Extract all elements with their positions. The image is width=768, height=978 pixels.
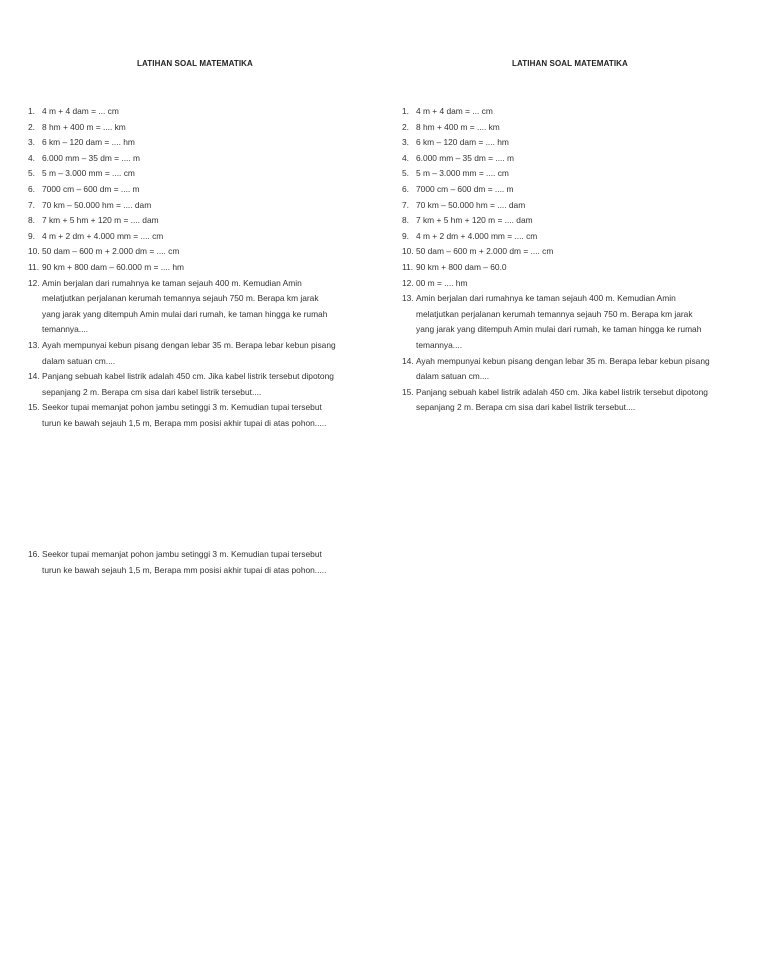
question-text: [416, 104, 742, 120]
question-item: [402, 135, 742, 151]
question-line: 5 m – 3.000 mm = .... cm: [416, 168, 509, 179]
question-line: turun ke bawah sejauh 1,5 m, Berapa mm posisi akhir tupai di atas pohon.....: [42, 564, 327, 575]
question-text: [416, 151, 742, 167]
question-number: 11.: [28, 261, 40, 272]
question-line: 70 km – 50.000 hm = .... dam: [416, 199, 526, 210]
question-number: 7.: [402, 199, 409, 210]
question-text: [42, 104, 368, 120]
question-line: Ayah mempunyai kebun pisang dengan lebar 35 m. Berapa lebar kebun pisang: [416, 355, 710, 366]
question-number: 9.: [402, 230, 409, 241]
question-line: 7000 cm – 600 dm = .... m: [416, 183, 514, 194]
question-text: [42, 229, 368, 245]
question-text: [416, 198, 742, 214]
left-title: LATIHAN SOAL MATEMATIKA: [137, 59, 253, 68]
question-item: [28, 120, 368, 136]
question-number: 1.: [28, 106, 35, 116]
question-number: 7.: [28, 199, 35, 210]
question-number: 12.: [402, 277, 414, 288]
question-item: [28, 135, 368, 151]
question-text: [42, 166, 368, 182]
question-text: [416, 260, 742, 276]
question-line: Seekor tupai memanjat pohon jambu setinggi 3 m. Kemudian tupai tersebut: [42, 402, 322, 413]
question-text: [416, 120, 742, 136]
question-line: Ayah mempunyai kebun pisang dengan lebar 35 m. Berapa lebar kebun pisang: [42, 339, 336, 350]
question-item: [28, 338, 368, 369]
question-item: [402, 213, 742, 229]
question-item: [402, 166, 742, 182]
question-number: 14.: [402, 355, 414, 366]
question-number: 4.: [402, 152, 409, 163]
question-item: [28, 276, 368, 338]
question-line: 90 km + 800 dam – 60.000 m = .... hm: [42, 261, 184, 272]
question-number: 12.: [28, 277, 40, 288]
question-number: 6.: [402, 183, 409, 194]
question-line: 90 km + 800 dam – 60.0: [416, 261, 507, 272]
question-item: [28, 400, 368, 431]
question-item: [28, 198, 368, 214]
question-text: [416, 385, 742, 416]
question-text: [42, 338, 368, 369]
question-number: 15.: [402, 386, 414, 397]
question-line: 6.000 mm – 35 dm = .... m: [416, 152, 514, 163]
question-item: [28, 213, 368, 229]
question-number: 1.: [402, 106, 409, 116]
question-text: [42, 369, 368, 400]
question-line: 7 km + 5 hm + 120 m = .... dam: [416, 215, 533, 226]
question-number: 14.: [28, 371, 40, 382]
question-number: 9.: [28, 230, 35, 241]
question-line: 6 km – 120 dam = .... hm: [42, 137, 135, 148]
question-line: dalam satuan cm....: [42, 355, 116, 366]
question-text: [416, 291, 742, 353]
question-text: [42, 244, 368, 260]
question-item: [402, 260, 742, 276]
question-item: [402, 151, 742, 167]
question-line: Panjang sebuah kabel listrik adalah 450 cm. Jika kabel listrik tersebut dipotong: [416, 386, 708, 397]
question-text: [42, 260, 368, 276]
question-line: 7 km + 5 hm + 120 m = .... dam: [42, 215, 159, 226]
question-text: [416, 182, 742, 198]
right-title: LATIHAN SOAL MATEMATIKA: [512, 59, 628, 68]
question-item: [402, 385, 742, 416]
question-number: 10.: [402, 246, 414, 257]
question-item: [28, 166, 368, 182]
question-line: 4 m + 4 dam = ... cm: [416, 106, 493, 116]
question-number: 6.: [28, 183, 35, 194]
question-text: [42, 120, 368, 136]
question-line: 6 km – 120 dam = .... hm: [416, 137, 509, 148]
question-line: melatjutkan perjalanan kerumah temannya sejauh 750 m. Berapa km jarak: [416, 308, 693, 319]
question-item: [28, 260, 368, 276]
question-number: 8.: [28, 215, 35, 226]
question-number: 13.: [402, 293, 414, 304]
question-item: [402, 276, 742, 292]
question-number: 3.: [402, 137, 409, 148]
question-line: 8 hm + 400 m = .... km: [42, 121, 126, 132]
question-item: [402, 198, 742, 214]
question-item: [402, 104, 742, 120]
question-item: [402, 182, 742, 198]
question-line: dalam satuan cm....: [416, 371, 490, 382]
question-text: [42, 198, 368, 214]
question-item: [28, 182, 368, 198]
question-text: [42, 547, 368, 578]
question-line: 4 m + 4 dam = ... cm: [42, 106, 119, 116]
question-line: 4 m + 2 dm + 4.000 mm = .... cm: [416, 230, 538, 241]
question-number: 3.: [28, 137, 35, 148]
question-line: 70 km – 50.000 hm = .... dam: [42, 199, 152, 210]
question-line: Seekor tupai memanjat pohon jambu setinggi 3 m. Kemudian tupai tersebut: [42, 549, 322, 559]
question-line: temannya....: [416, 339, 463, 350]
question-text: [416, 244, 742, 260]
question-line: 50 dam – 600 m + 2.000 dm = .... cm: [416, 246, 554, 257]
question-line: turun ke bawah sejauh 1,5 m, Berapa mm posisi akhir tupai di atas pohon.....: [42, 417, 327, 428]
question-text: [42, 135, 368, 151]
question-line: yang jarak yang ditempuh Amin mulai dari rumah, ke taman hingga ke rumah: [416, 324, 702, 335]
question-number: 13.: [28, 339, 40, 350]
question-text: [42, 151, 368, 167]
question-item: [28, 229, 368, 245]
question-text: [416, 229, 742, 245]
question-text: [42, 182, 368, 198]
question-text: [416, 213, 742, 229]
question-number: 16.: [28, 549, 40, 559]
question-line: 6.000 mm – 35 dm = .... m: [42, 152, 140, 163]
question-line: Panjang sebuah kabel listrik adalah 450 cm. Jika kabel listrik tersebut dipotong: [42, 371, 334, 382]
question-text: [416, 135, 742, 151]
question-number: 8.: [402, 215, 409, 226]
question-text: [42, 213, 368, 229]
question-number: 2.: [28, 121, 35, 132]
question-number: 4.: [28, 152, 35, 163]
question-number: 11.: [402, 261, 414, 272]
question-line: 8 hm + 400 m = .... km: [416, 121, 500, 132]
right-question-list: [402, 104, 742, 416]
question-item: [402, 354, 742, 385]
question-line: melatjutkan perjalanan kerumah temannya sejauh 750 m. Berapa km jarak: [42, 293, 319, 304]
question-number: 10.: [28, 246, 40, 257]
left-question-list: [28, 104, 368, 431]
question-line: sepanjang 2 m. Berapa cm sisa dari kabel listrik tersebut....: [42, 386, 262, 397]
question-line: 7000 cm – 600 dm = .... m: [42, 183, 140, 194]
question-number: 15.: [28, 402, 40, 413]
question-text: [416, 276, 742, 292]
question-line: Amin berjalan dari rumahnya ke taman sejauh 400 m. Kemudian Amin: [416, 293, 676, 304]
question-item: [402, 244, 742, 260]
question-item: [28, 547, 368, 578]
question-number: 2.: [402, 121, 409, 132]
question-item: [28, 104, 368, 120]
question-text: [416, 354, 742, 385]
question-line: temannya....: [42, 324, 89, 335]
question-item: [28, 244, 368, 260]
left-extra-question: [28, 547, 368, 578]
question-line: 00 m = .... hm: [416, 277, 468, 288]
question-item: [402, 229, 742, 245]
question-item: [28, 369, 368, 400]
question-text: [416, 166, 742, 182]
question-item: [402, 120, 742, 136]
question-line: Amin berjalan dari rumahnya ke taman sejauh 400 m. Kemudian Amin: [42, 277, 302, 288]
question-line: sepanjang 2 m. Berapa cm sisa dari kabel listrik tersebut....: [416, 402, 636, 413]
question-line: 5 m – 3.000 mm = .... cm: [42, 168, 135, 179]
question-line: 4 m + 2 dm + 4.000 mm = .... cm: [42, 230, 164, 241]
question-line: yang jarak yang ditempuh Amin mulai dari rumah, ke taman hingga ke rumah: [42, 308, 328, 319]
question-item: [402, 291, 742, 353]
question-number: 5.: [402, 168, 409, 179]
question-text: [42, 276, 368, 338]
question-line: 50 dam – 600 m + 2.000 dm = .... cm: [42, 246, 180, 257]
question-number: 5.: [28, 168, 35, 179]
question-item: [28, 151, 368, 167]
question-text: [42, 400, 368, 431]
